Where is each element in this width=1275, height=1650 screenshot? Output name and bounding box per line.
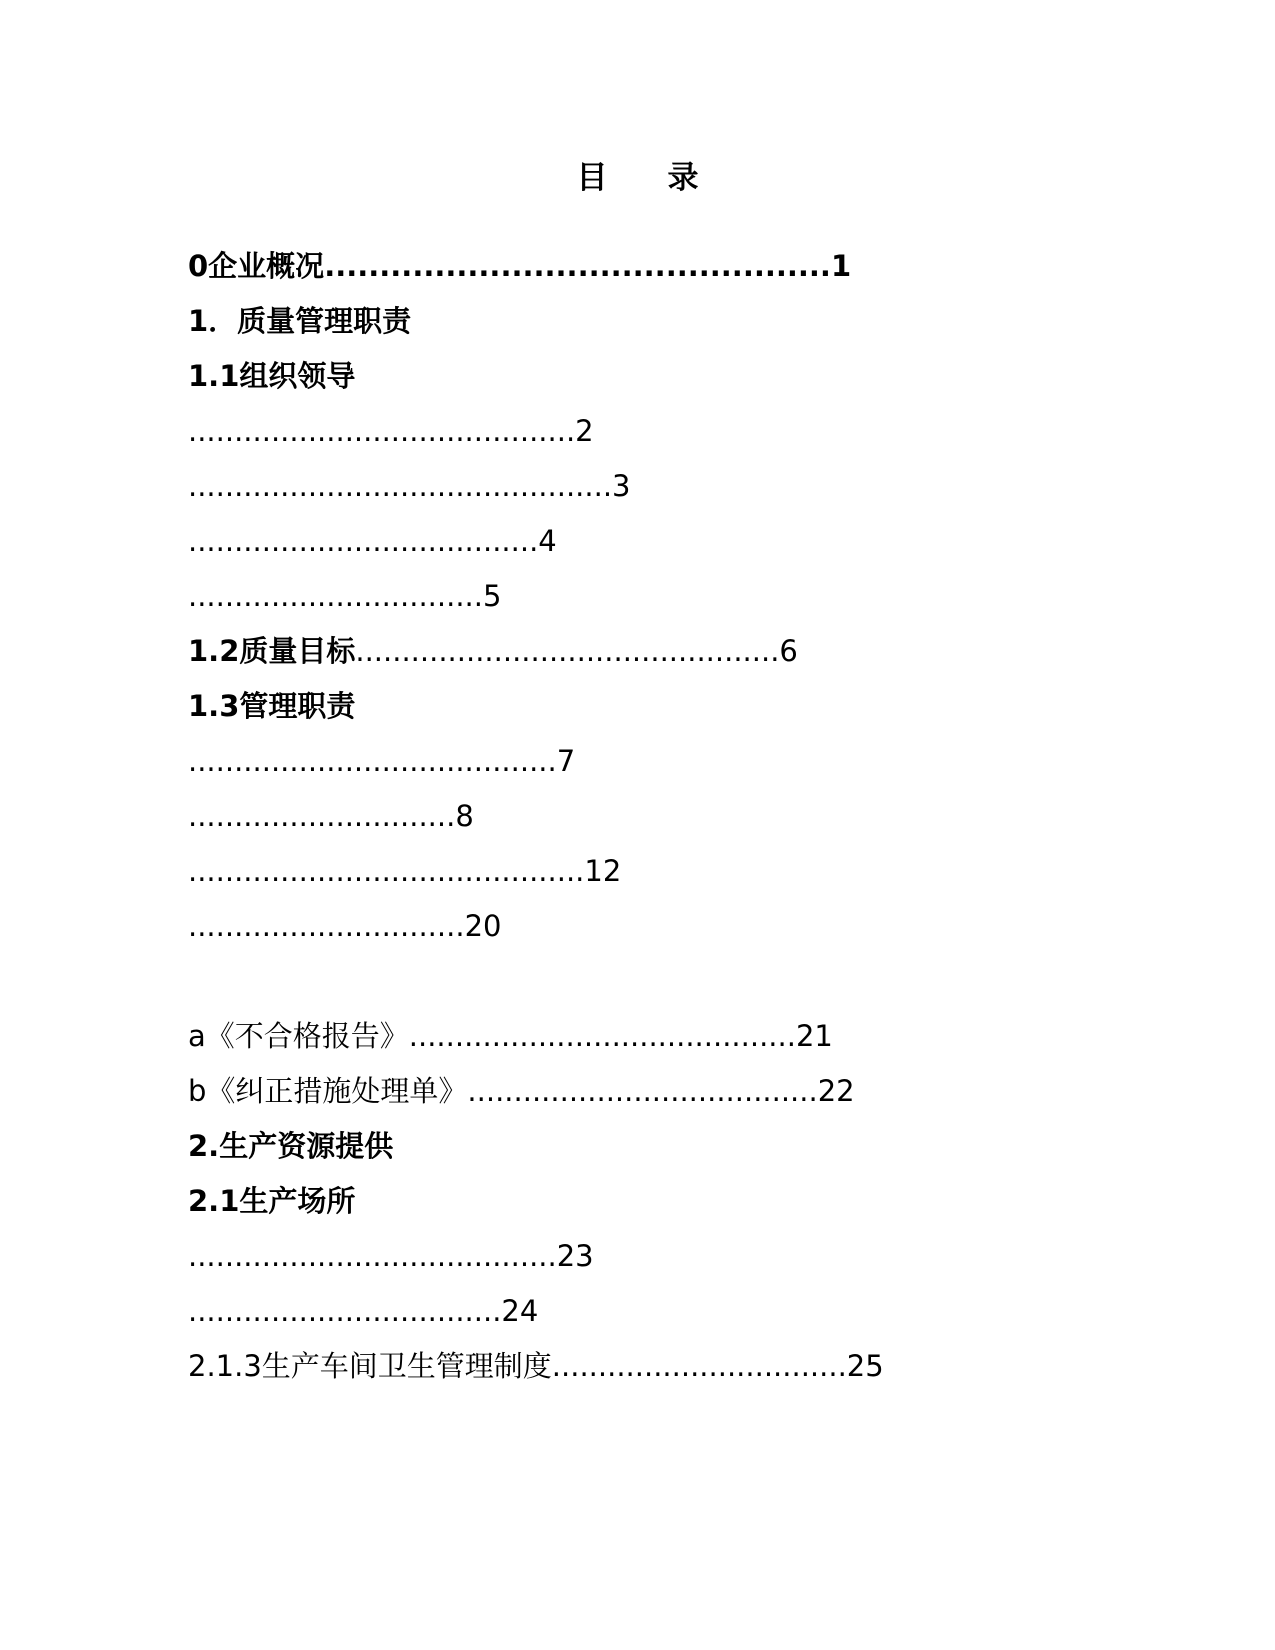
toc-entry-dots: .............................. [188, 909, 465, 943]
toc-entry-label: 1.3管理职责 [188, 689, 356, 723]
toc-entry-page: 3 [612, 469, 631, 503]
toc-entry-label: 1.2质量目标 [188, 634, 356, 668]
toc-entry-page: 7 [556, 744, 576, 778]
toc-entry-2 [188, 356, 1188, 411]
toc-entry-11 [188, 851, 1188, 906]
toc-entry-page: 22 [817, 1074, 855, 1108]
toc-entry-14 [188, 1071, 1188, 1126]
toc-entry-4 [188, 466, 1188, 521]
toc-entry-1 [188, 301, 1188, 356]
toc-entry-dots: ................................ [551, 1349, 847, 1383]
toc-entry-dots: ........................................... [188, 854, 585, 888]
toc-entry-3 [188, 411, 1188, 466]
toc-entry-label: 2.生产资源提供 [188, 1129, 394, 1163]
page-title [0, 158, 1275, 198]
toc-entry-dots: .............................................. [324, 249, 831, 283]
toc-entry-page: 1 [830, 249, 852, 283]
title-char-left: 目 [576, 160, 608, 196]
toc-entry-dots: .......................................... [408, 1019, 796, 1053]
toc-entry-dots: ................................ [188, 579, 483, 613]
table-of-contents [188, 246, 1188, 1401]
toc-spacer [188, 961, 1188, 1016]
toc-entry-page: 4 [538, 524, 557, 558]
toc-entry-5 [188, 521, 1188, 576]
toc-entry-17 [188, 1236, 1188, 1291]
toc-entry-dots: .................................. [188, 1294, 502, 1328]
toc-entry-label: b《纠正措施处理单》 [188, 1074, 468, 1108]
toc-entry-0 [188, 246, 1188, 301]
toc-entry-dots: .............................................. [355, 634, 780, 668]
toc-entry-16 [188, 1181, 1188, 1236]
toc-entry-page: 20 [464, 909, 502, 943]
toc-entry-dots: ...................................... [188, 524, 539, 558]
toc-entry-dots: ........................................ [188, 744, 557, 778]
toc-entry-15 [188, 1126, 1188, 1181]
toc-entry-dots: .......................................... [188, 414, 576, 448]
toc-entry-13 [188, 1016, 1188, 1071]
toc-entry-18 [188, 1291, 1188, 1346]
toc-entry-page: 21 [795, 1019, 833, 1053]
toc-entry-label: a《不合格报告》 [188, 1019, 409, 1053]
toc-entry-9 [188, 741, 1188, 796]
toc-entry-label: 1.1组织领导 [188, 359, 356, 393]
toc-entry-label: 2.1.3生产车间卫生管理制度 [188, 1349, 552, 1383]
toc-entry-page: 24 [501, 1294, 539, 1328]
toc-entry-19 [188, 1346, 1188, 1401]
toc-entry-page: 8 [455, 799, 474, 833]
toc-entry-label: 0企业概况 [188, 249, 325, 283]
toc-entry-label: 1．质量管理职责 [188, 304, 412, 338]
toc-entry-dots: ...................................... [467, 1074, 818, 1108]
toc-entry-page: 12 [584, 854, 622, 888]
title-char-right: 录 [667, 160, 699, 196]
toc-entry-label: 2.1生产场所 [188, 1184, 356, 1218]
toc-entry-8 [188, 686, 1188, 741]
toc-entry-page: 5 [482, 579, 502, 613]
toc-entry-dots: .............................................. [188, 469, 613, 503]
toc-entry-page: 23 [556, 1239, 594, 1273]
toc-entry-page: 25 [846, 1349, 884, 1383]
toc-entry-7 [188, 631, 1188, 686]
toc-entry-6 [188, 576, 1188, 631]
toc-entry-dots: ........................................ [188, 1239, 557, 1273]
toc-entry-10 [188, 796, 1188, 851]
toc-entry-page: 2 [575, 414, 594, 448]
toc-entry-page: 6 [779, 634, 798, 668]
toc-entry-12 [188, 906, 1188, 961]
toc-entry-dots: ............................. [188, 799, 456, 833]
